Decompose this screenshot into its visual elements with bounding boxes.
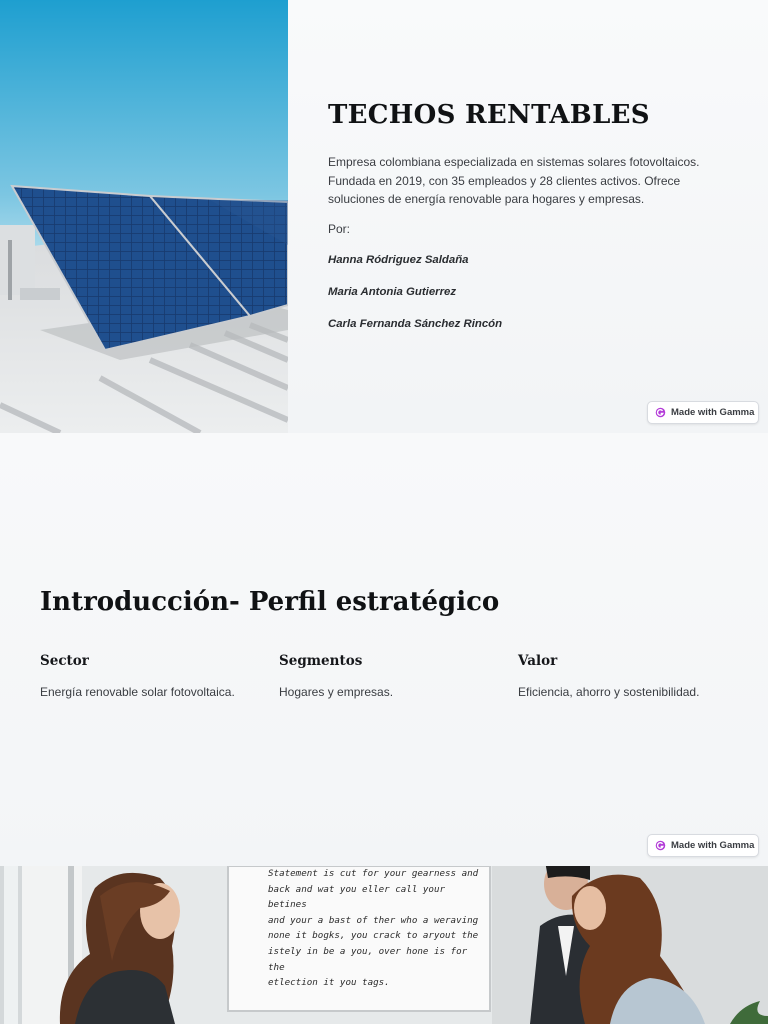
- column-text-sector: Energía renovable solar fotovoltaica.: [40, 685, 235, 699]
- section-title: Introducción- Perfil estratégico: [40, 587, 500, 617]
- badge-label: Made with Gamma: [671, 407, 755, 418]
- authors-label: Por:: [328, 222, 351, 236]
- meeting-slide: [0, 866, 768, 1024]
- whiteboard-line: etlection it you tags.: [268, 977, 390, 989]
- column-heading-segmentos: Segmentos: [279, 653, 363, 669]
- made-with-gamma-button[interactable]: [647, 401, 759, 424]
- badge-label: Made with Gamma: [671, 840, 755, 851]
- made-with-gamma-button[interactable]: [647, 834, 759, 857]
- page-title: TECHOS RENTABLES: [328, 100, 650, 130]
- whiteboard-line: Statement is cut for your gearness and: [268, 868, 479, 879]
- whiteboard-line: none it bogks, you crack to aryout the: [268, 930, 479, 942]
- author-name: Carla Fernanda Sánchez Rincón: [328, 318, 503, 330]
- author-name: Hanna Ródriguez Saldaña: [328, 254, 469, 266]
- whiteboard-line: istely in be a you, over hone is for the: [268, 945, 468, 973]
- column-text-valor: Eficiencia, ahorro y sostenibilidad.: [518, 685, 700, 699]
- column-heading-sector: Sector: [40, 653, 89, 669]
- whiteboard-line: and your a bast of ther who a weraving: [268, 914, 479, 926]
- company-description: Empresa colombiana especializada en sistemas solares fotovoltaicos. Fundada en 2019, con 35 empleados y 28 clientes activos. Ofrece soluciones de energía renovable para hogares y empresas.: [328, 155, 700, 207]
- column-heading-valor: Valor: [518, 653, 558, 669]
- solar-panel-photo: [0, 0, 288, 433]
- title-slide: [0, 0, 768, 433]
- whiteboard-line: back and wat you eller call your betines: [268, 883, 446, 911]
- whiteboard-text: [268, 866, 483, 991]
- strategy-slide: [0, 433, 768, 866]
- gamma-logo-icon: [655, 407, 666, 418]
- column-text-segmentos: Hogares y empresas.: [279, 685, 394, 699]
- author-name: Maria Antonia Gutierrez: [328, 286, 457, 298]
- gamma-logo-icon: [655, 840, 666, 851]
